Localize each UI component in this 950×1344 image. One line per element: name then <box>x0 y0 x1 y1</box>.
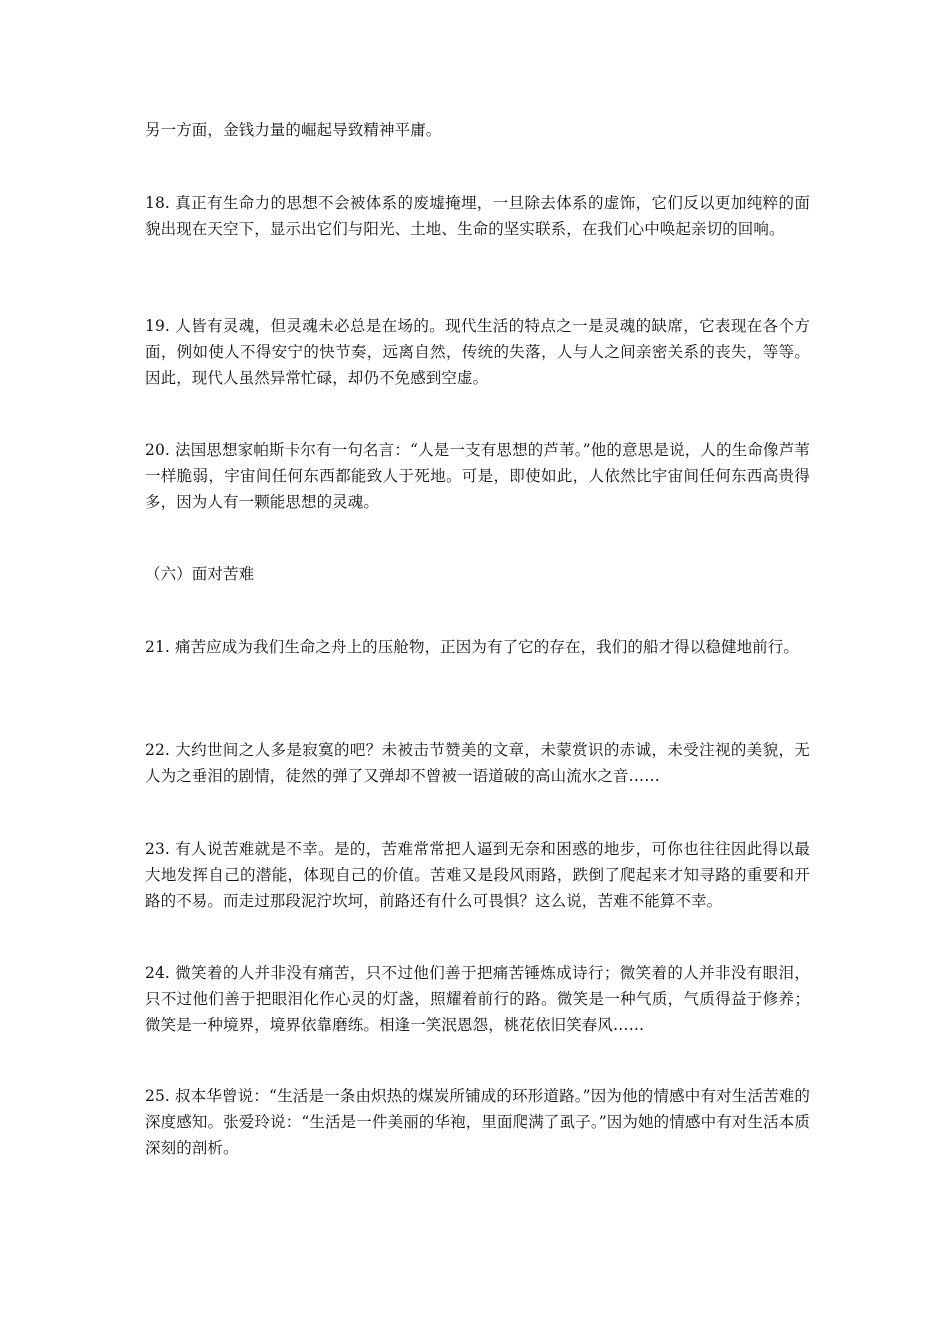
paragraph-text: 叔本华曾说：“生活是一条由炽热的煤炭所铺成的环形道路。”因为他的情感中有对生活苦难的深度感知。张爱玲说：“生活是一件美丽的华袍，里面爬满了虱子。”因为她的情感中有对生活本质深刻的剖析。 <box>145 1087 810 1157</box>
item-number: 25. <box>145 1087 170 1105</box>
quote-paragraph-22 <box>145 737 810 789</box>
quote-paragraph-19 <box>145 313 810 391</box>
item-number: 23. <box>145 840 170 858</box>
item-number: 21. <box>145 638 170 656</box>
paragraph-text: 法国思想家帕斯卡尔有一句名言：“人是一支有思想的芦苇。”他的意思是说，人的生命像芦苇一样脆弱，宇宙间任何东西都能致人于死地。可是，即使如此，人依然比宇宙间任何东西高贵得多，因为人有一颗能思想的灵魂。 <box>145 441 810 511</box>
paragraph-text: 痛苦应成为我们生命之舟上的压舱物，正因为有了它的存在，我们的船才得以稳健地前行。 <box>174 638 799 656</box>
section-heading-text: （六）面对苦难 <box>145 565 255 583</box>
paragraph-text: 有人说苦难就是不幸。是的，苦难常常把人逼到无奈和困惑的地步，可你也往往因此得以最大地发挥自己的潜能，体现自己的价值。苦难又是段风雨路，跌倒了爬起来才知寻路的重要和开路的不易。而走过那段泥泞坎坷，前路还有什么可畏惧？这么说，苦难不能算不幸。 <box>145 840 810 910</box>
item-number: 24. <box>145 964 170 982</box>
quote-paragraph-20 <box>145 437 810 515</box>
quote-paragraph-23 <box>145 836 810 914</box>
item-number: 22. <box>145 741 170 759</box>
intro-continuation-paragraph <box>145 117 810 143</box>
paragraph-text: 真正有生命力的思想不会被体系的废墟掩埋，一旦除去体系的虚饰，它们反以更加纯粹的面貌出现在天空下，显示出它们与阳光、土地、生命的坚实联系，在我们心中唤起亲切的回响。 <box>145 194 810 238</box>
quote-paragraph-24 <box>145 960 810 1038</box>
quote-paragraph-25 <box>145 1083 810 1161</box>
item-number: 20. <box>145 441 170 459</box>
paragraph-text: 另一方面，金钱力量的崛起导致精神平庸。 <box>145 121 442 139</box>
item-number: 19. <box>145 317 170 335</box>
paragraph-text: 微笑着的人并非没有痛苦，只不过他们善于把痛苦锤炼成诗行；微笑着的人并非没有眼泪，只不过他们善于把眼泪化作心灵的灯盏，照耀着前行的路。微笑是一种气质，气质得益于修养；微笑是一种境界，境界依靠磨练。相逢一笑泯恩怨，桃花依旧笑春风…… <box>145 964 810 1034</box>
quote-paragraph-21 <box>145 634 810 660</box>
item-number: 18. <box>145 194 170 212</box>
section-heading <box>145 561 810 587</box>
paragraph-text: 大约世间之人多是寂寞的吧？未被击节赞美的文章，未蒙赏识的赤诚，未受注视的美貌，无人为之垂泪的剧情，徒然的弹了又弹却不曾被一语道破的高山流水之音…… <box>145 741 810 785</box>
paragraph-text: 人皆有灵魂，但灵魂未必总是在场的。现代生活的特点之一是灵魂的缺席，它表现在各个方面，例如使人不得安宁的快节奏，远离自然，传统的失落，人与人之间亲密关系的丧失，等等。因此，现代人虽然异常忙碌，却仍不免感到空虚。 <box>145 317 810 387</box>
quote-paragraph-18 <box>145 190 810 242</box>
